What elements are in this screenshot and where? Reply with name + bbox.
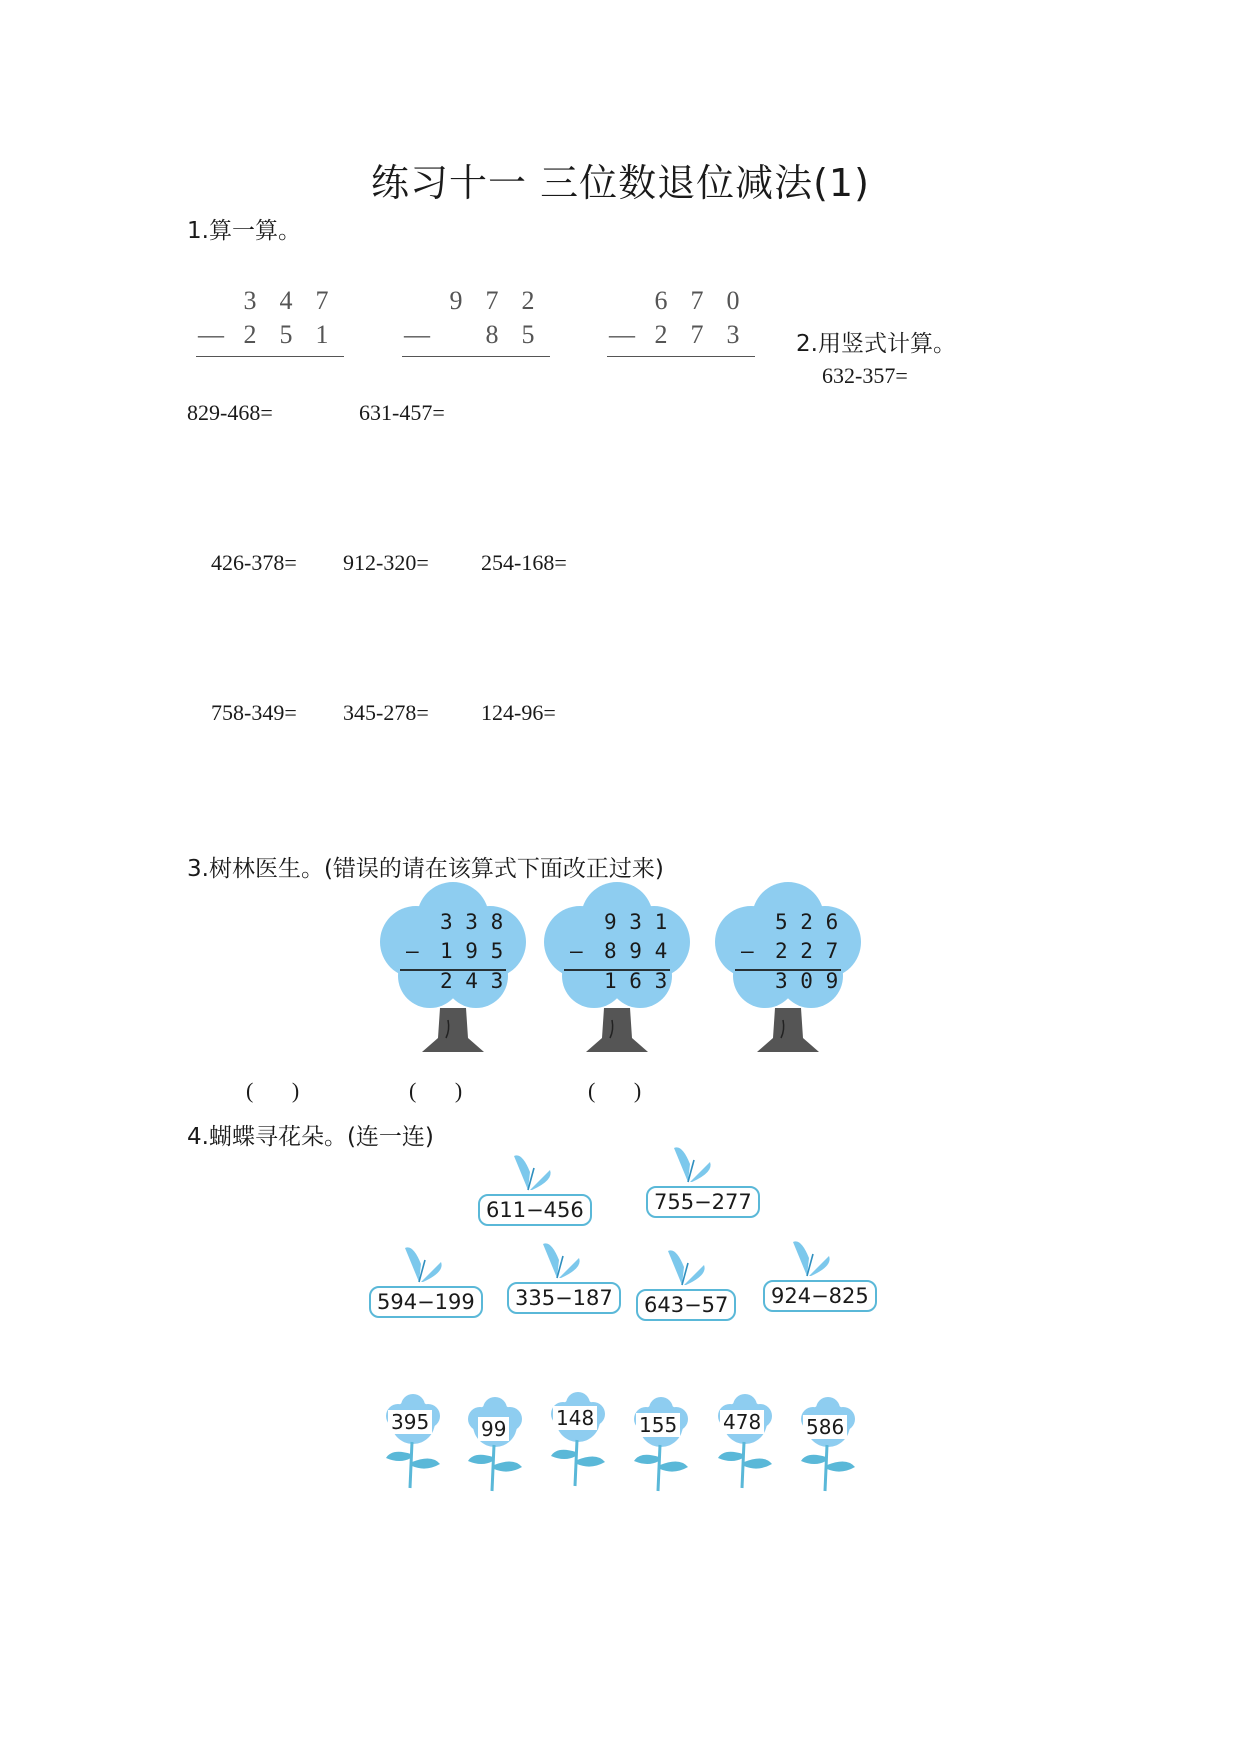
- butterfly-label: 611−456: [478, 1194, 592, 1226]
- tree-minus: —: [406, 939, 419, 963]
- tree-minus: —: [741, 939, 754, 963]
- section1-heading: 1.算一算。: [187, 218, 301, 244]
- equation: 829-468=: [187, 400, 273, 425]
- tree-top-number: 5 2 6: [775, 910, 839, 934]
- butterfly-icon: [535, 1238, 585, 1282]
- underline: [402, 356, 550, 357]
- section2-heading: 2.用竖式计算。: [796, 331, 956, 357]
- equation: 254-168=: [481, 550, 567, 575]
- flower-icon: [710, 1392, 780, 1492]
- underline: [196, 356, 344, 357]
- page-title: 练习十一 三位数退位减法(1): [371, 161, 870, 205]
- tree-top-number: 9 3 1: [604, 910, 668, 934]
- butterfly-card[interactable]: [478, 1150, 588, 1230]
- equation: 758-349=: [211, 700, 297, 725]
- equation: 632-357=: [822, 363, 908, 388]
- butterfly-icon: [785, 1236, 835, 1280]
- butterfly-label: 924−825: [763, 1280, 877, 1312]
- flower-icon: [543, 1390, 613, 1490]
- butterfly-card[interactable]: [507, 1238, 617, 1318]
- butterfly-label: 643−57: [636, 1289, 736, 1321]
- flower-card[interactable]: [626, 1395, 696, 1495]
- tree-top-number: 3 3 8: [440, 910, 504, 934]
- flower-card[interactable]: [543, 1390, 613, 1490]
- section3-heading: 3.树林医生。(错误的请在该算式下面改正过来): [187, 856, 664, 882]
- tree-bottom-number: 2 2 7: [775, 939, 839, 963]
- flower-icon: [460, 1395, 530, 1495]
- answer-blank[interactable]: ( ): [246, 1078, 300, 1103]
- butterfly-card[interactable]: [369, 1242, 479, 1322]
- tree-problem-2: [542, 880, 692, 1060]
- butterfly-label: 755−277: [646, 1186, 760, 1218]
- equation: 912-320=: [343, 550, 429, 575]
- butterfly-icon: [506, 1150, 556, 1194]
- vertical-problem-1: 3 4 7 — 2 5 1: [196, 286, 346, 354]
- tree-problem-1: [378, 880, 528, 1060]
- flower-number: 155: [636, 1413, 680, 1437]
- butterfly-icon: [397, 1242, 447, 1286]
- answer-blank[interactable]: ( ): [588, 1078, 642, 1103]
- flower-card[interactable]: [460, 1395, 530, 1495]
- equation: 124-96=: [481, 700, 556, 725]
- flower-card[interactable]: [710, 1392, 780, 1492]
- vertical-problem-2: 9 7 2 — 8 5: [402, 286, 552, 354]
- tree-result-number: 2 4 3: [440, 969, 504, 993]
- flower-number: 395: [388, 1410, 432, 1434]
- flower-number: 586: [803, 1415, 847, 1439]
- answer-blank[interactable]: ( ): [409, 1078, 463, 1103]
- flower-number: 478: [720, 1410, 764, 1434]
- butterfly-label: 335−187: [507, 1282, 621, 1314]
- underline: [607, 356, 755, 357]
- equation: 345-278=: [343, 700, 429, 725]
- equation: 426-378=: [211, 550, 297, 575]
- butterfly-card[interactable]: [646, 1142, 756, 1222]
- butterfly-label: 594−199: [369, 1286, 483, 1318]
- flower-icon: [793, 1395, 863, 1495]
- vertical-problem-3: 6 7 0 — 2 7 3: [607, 286, 757, 354]
- butterfly-icon: [660, 1245, 710, 1289]
- tree-problem-3: [713, 880, 863, 1060]
- flower-card[interactable]: [793, 1395, 863, 1495]
- butterfly-icon: [666, 1142, 716, 1186]
- flower-number: 148: [553, 1406, 597, 1430]
- tree-result-number: 1 6 3: [604, 969, 668, 993]
- flower-number: 99: [478, 1417, 509, 1441]
- equation: 631-457=: [359, 400, 445, 425]
- section4-heading: 4.蝴蝶寻花朵。(连一连): [187, 1124, 434, 1150]
- tree-bottom-number: 1 9 5: [440, 939, 504, 963]
- tree-minus: —: [570, 939, 583, 963]
- tree-bottom-number: 8 9 4: [604, 939, 668, 963]
- flower-icon: [626, 1395, 696, 1495]
- butterfly-card[interactable]: [636, 1245, 746, 1325]
- butterfly-card[interactable]: [763, 1236, 873, 1316]
- tree-result-number: 3 0 9: [775, 969, 839, 993]
- flower-card[interactable]: [378, 1392, 448, 1492]
- flower-icon: [378, 1392, 448, 1492]
